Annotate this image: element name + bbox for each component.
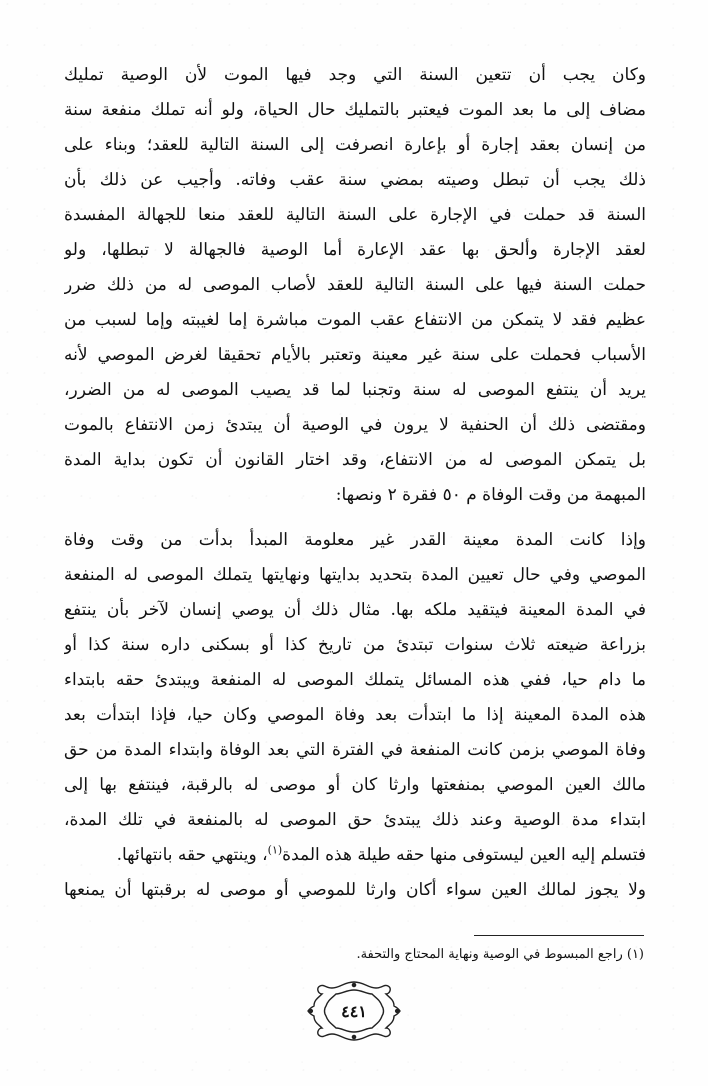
text-line: وكان يجب أن تتعين السنة التي وجد فيها الموت لأن الوصية تمليك [64,65,646,85]
text-line: من إنسان بعقد إجارة أو بإعارة انصرفت إلى السنة التالية للعقد؛ وبناء على [64,135,646,155]
text-line: هذه المدة المعينة إذا ما ابتدأت بعد وفاة الموصي وكان حيا، فإذا ابتدأت بعد [64,705,646,725]
text-line: مالك العين الموصي بمنفعتها وارثا كان أو موصى له بالرقبة، فينتفع بها إلى [64,775,646,795]
text-line: ولا يجوز لمالك العين سواء أكان وارثا للموصي أو موصى له برقبتها أن يمنعها [64,880,646,900]
text-line: وفاة الموصي بزمن كانت المنفعة في الفترة التي بعد الوفاة وابتداء المدة من حق [64,740,646,760]
text-line: السنة قد حملت في الإجارة على السنة التالية للعقد منعا للجهالة المفسدة [64,205,646,225]
footnote-reference[interactable]: (١) [267,843,283,857]
text-line: ومقتضى ذلك أن الحنفية لا يرون في الوصية أن يبتدئ زمن الانتفاع بالموت [64,415,646,435]
text-line: بزراعة ضيعته ثلاث سنوات تبتدئ من تاريخ كذا أو بسكنى داره سنة كذا أو [64,635,646,655]
page-number: ٤٤١ [341,1002,367,1021]
text-line: ما دام حيا، ففي هذه المسائل يتملك الموصى له المنفعة ويبتدئ حقه بابتداء [64,670,646,690]
text-line: الموصي وفي حال تعيين المدة بتحديد بدايتها ونهايتها يتملك الموصى له المنفعة [64,565,646,585]
text-line: حملت السنة فيها على السنة التالية للعقد لأصاب الموصى له من ذلك ضرر [64,275,646,295]
text-line: يريد أن ينتفع الموصى له سنة وتجنبا لما قد يصيب الموصى له من الضرر، [64,380,646,400]
text-line: الأسباب فحملت على سنة غير معينة وتعتبر بالأيام تحقيقا لغرض الموصي لأنه [64,345,646,365]
footnote: (١) راجع المبسوط في الوصية ونهاية المحتاج والتحفة. [356,947,644,962]
footnote-divider [474,935,644,936]
text-line: عظيم فقد لا يتمكن من الانتفاع عقب الموت مباشرة إما لغيبته وإما لسبب من [64,310,646,330]
text-line: في المدة المعينة فيتقيد ملكه بها. مثال ذلك أن يوصي إنسان لآخر بأن ينتفع [64,600,646,620]
text-line: المبهمة من وقت الوفاة م ٥٠ فقرة ٢ ونصها: [335,485,646,505]
text-segment: ، وينتهي حقه بانتهائها. [116,845,268,865]
paragraph-1 [64,58,646,513]
main-text [64,58,646,908]
text-line: وإذا كانت المدة معينة القدر غير معلومة المبدأ بدأت من وقت وفاة [64,530,646,550]
paragraph-2 [64,523,646,908]
text-line: ذلك يجب أن تبطل وصيته بمضي سنة عقب وفاته. وأجيب عن ذلك بأن [64,170,646,190]
text-line: بل يتمكن الموصى له من الانتفاع، وقد اختار القانون أن تكون بداية المدة [64,450,646,470]
text-segment: فتسلم إليه العين ليستوفى منها حقه طيلة هذه المدة [282,845,646,865]
text-line: ابتداء مدة الوصية وعند ذلك يبتدئ حق الموصى له بالمنفعة في تلك المدة، [64,810,646,830]
text-line: لعقد الإجارة وألحق بها عقد الإعارة أما الوصية فالجهالة لا تبطلها، ولو [64,240,646,260]
text-line-with-footnote [64,838,646,873]
text-line: مضاف إلى ما بعد الموت فيعتبر بالتمليك حال الحياة، ولو أنه تملك منفعة سنة [64,100,646,120]
